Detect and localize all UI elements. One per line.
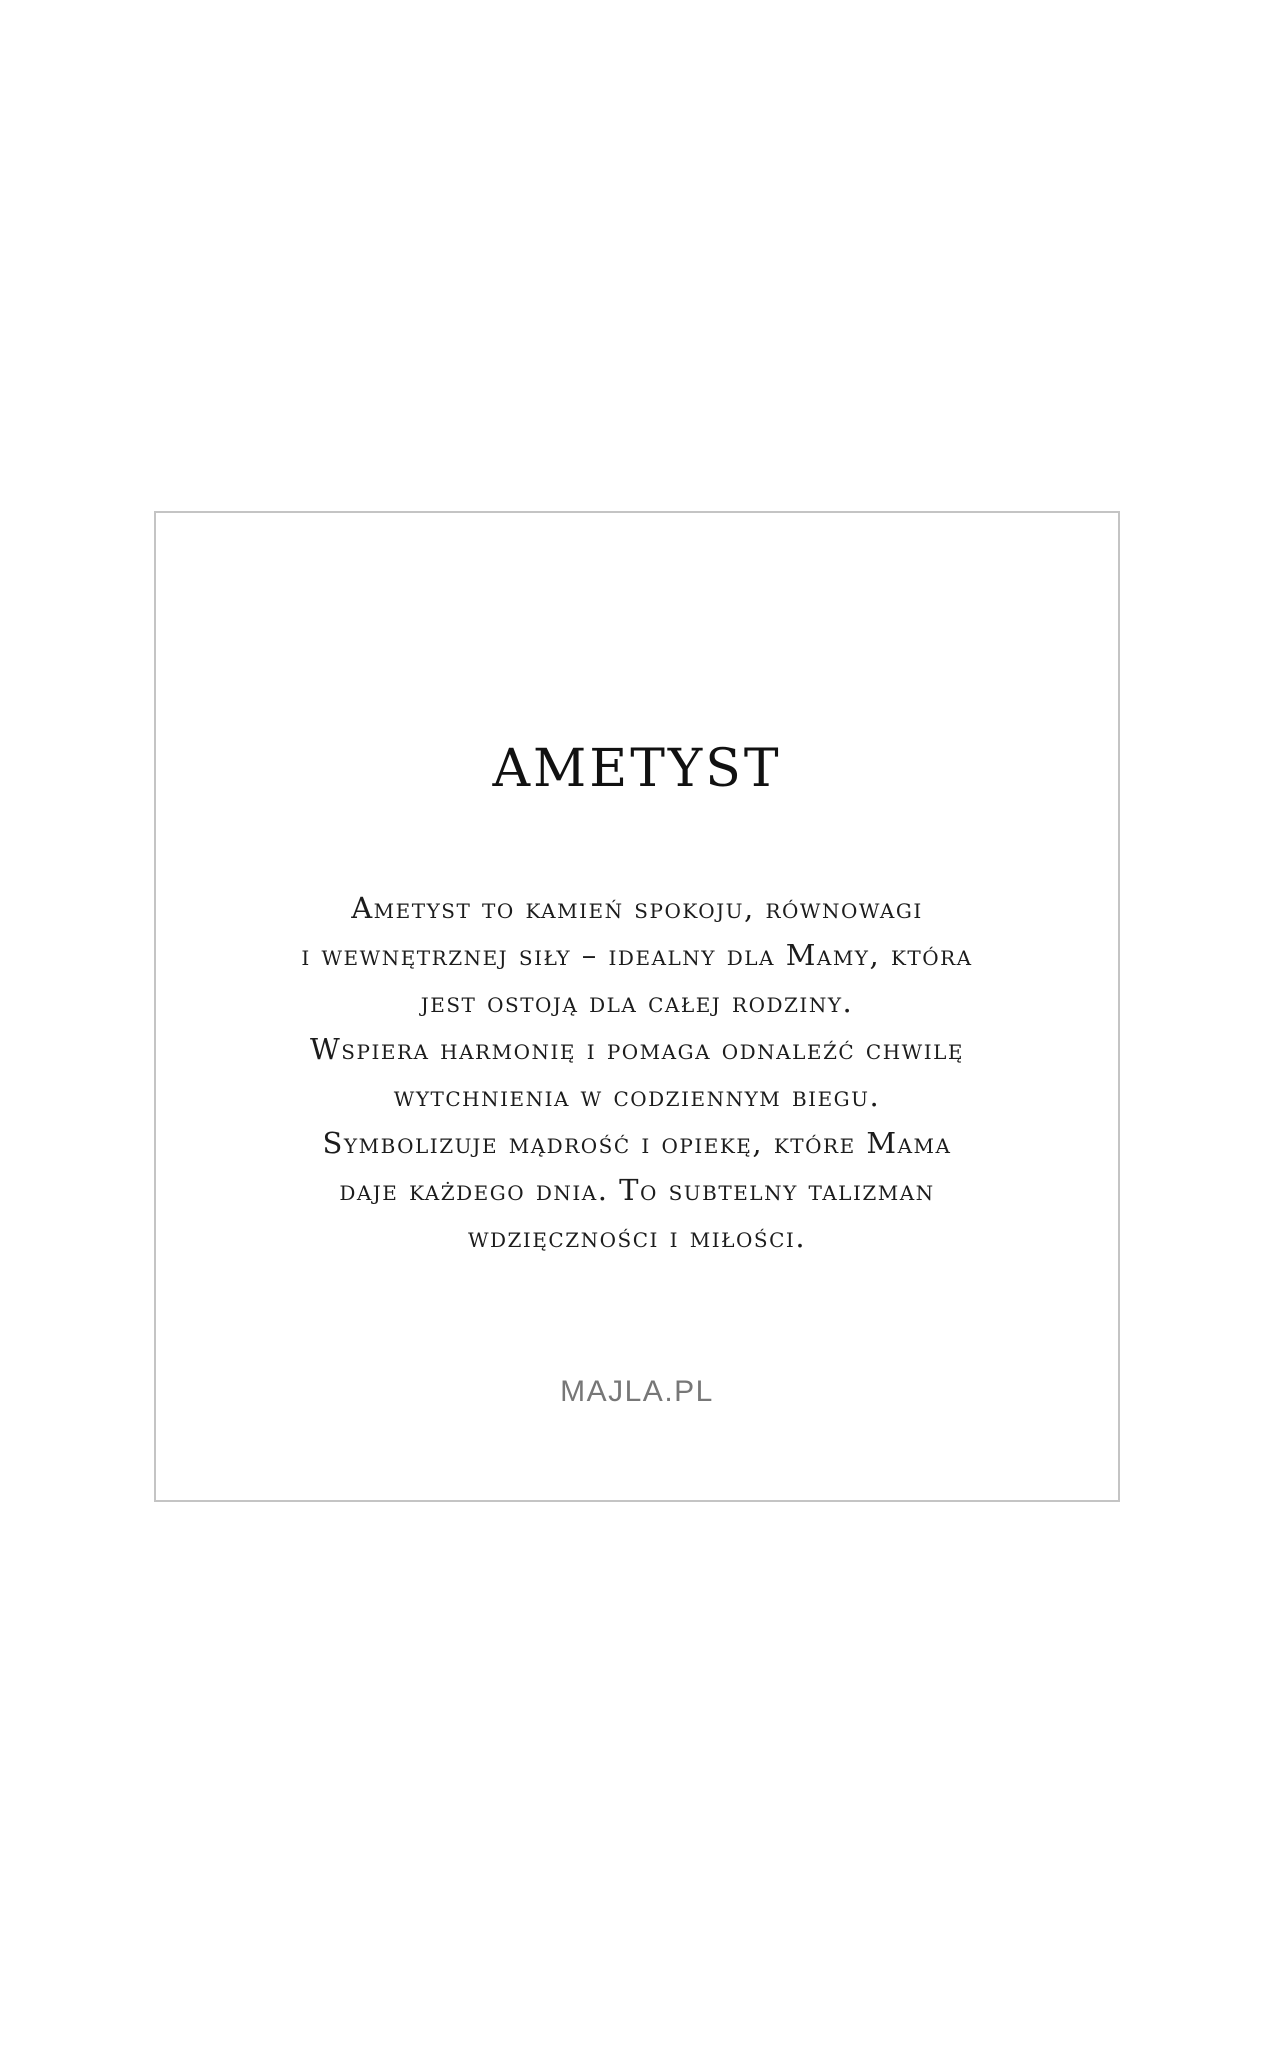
card-description	[186, 885, 1088, 1261]
description-line: i wewnętrznej siły – idealny dla Mamy, która	[301, 938, 973, 972]
card-title: AMETYST	[492, 739, 782, 799]
description-line: daje każdego dnia. To subtelny talizman	[339, 1173, 935, 1207]
description-line: Wspiera harmonię i pomaga odnaleźć chwilę	[309, 1032, 964, 1066]
description-line: Ametyst to kamień spokoju, równowagi	[351, 891, 923, 925]
description-line: jest ostoją dla całej rodziny.	[420, 985, 854, 1019]
description-line: wdzięczności i miłości.	[467, 1220, 807, 1254]
info-card	[154, 511, 1120, 1502]
brand-name: MAJLA.PL	[560, 1375, 714, 1408]
description-line: wytchnienia w codziennym biegu.	[393, 1079, 881, 1113]
description-line: Symbolizuje mądrość i opiekę, które Mama	[322, 1126, 952, 1160]
